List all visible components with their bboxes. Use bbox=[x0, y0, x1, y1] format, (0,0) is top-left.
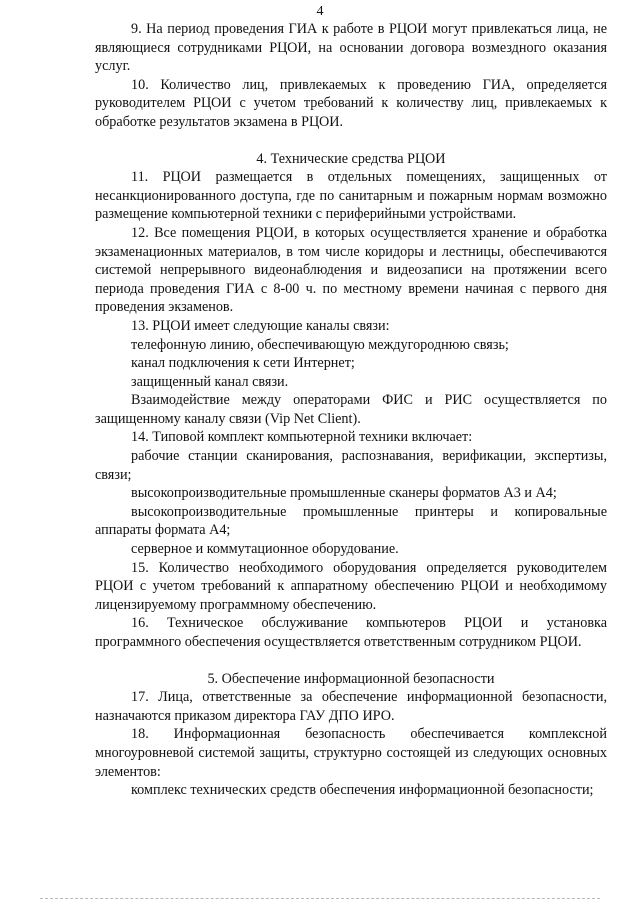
paragraph-11: 11. РЦОИ размещается в отдельных помещениях, защищенных от несанкционированного доступа, где по санитарным и пожарным нормам возможно размещение компьютерной техники с периферийными устройствами. bbox=[95, 169, 607, 223]
section-4-heading: 4. Технические средства РЦОИ bbox=[256, 150, 446, 167]
paragraph-12: 12. Все помещения РЦОИ, в которых осуществляется хранение и обработка экзаменационных материалов, в том числе коридоры и лестницы, обеспечиваются системой непрерывного видеонаблюдения и видеозаписи на протяжении всего периода проведения ГИА с 8-00 ч. по местному времени начиная с первого дня проведения экзаменов. bbox=[95, 224, 607, 316]
paragraph-10: 10. Количество лиц, привлекаемых к проведению ГИА, определяется руководителем РЦОИ с учетом требований к количеству лиц, привлекаемых к обработке результатов экзамена в РЦОИ. bbox=[95, 76, 607, 130]
paragraph-15: 15. Количество необходимого оборудования определяется руководителем РЦОИ с учетом требований к аппаратному обеспечению РЦОИ и необходимому лицензируемому программному обеспечению. bbox=[95, 559, 607, 613]
list-item: высокопроизводительные промышленные принтеры и копировальные аппараты формата А4; bbox=[95, 503, 607, 539]
list-item: канал подключения к сети Интернет; bbox=[131, 355, 355, 372]
scan-edge-line bbox=[40, 898, 600, 899]
paragraph-13-note: Взаимодействие между операторами ФИС и РИС осуществляется по защищенному каналу связи (Vip Net Client). bbox=[95, 392, 607, 427]
page-number: 4 bbox=[316, 4, 324, 19]
list-item: высокопроизводительные промышленные сканеры форматов А3 и А4; bbox=[131, 485, 557, 502]
list-item: комплекс технических средств обеспечения информационной безопасности; bbox=[131, 782, 594, 799]
document-body bbox=[95, 20, 607, 800]
paragraph-17: 17. Лица, ответственные за обеспечение информационной безопасности, назначаются приказом директора ГАУ ДПО ИРО. bbox=[95, 689, 607, 724]
section-5-heading: 5. Обеспечение информационной безопасности bbox=[207, 670, 495, 687]
list-item: телефонную линию, обеспечивающую междугороднюю связь; bbox=[131, 336, 509, 353]
list-item: серверное и коммутационное оборудование. bbox=[131, 541, 399, 558]
section-gap bbox=[95, 132, 607, 150]
paragraph-18: 18. Информационная безопасность обеспечивается комплексной многоуровневой системой защиты, структурно состоящей из следующих основных элементов: bbox=[95, 726, 607, 780]
paragraph-13: 13. РЦОИ имеет следующие каналы связи: bbox=[131, 317, 390, 334]
paragraph-16: 16. Техническое обслуживание компьютеров РЦОИ и установка программного обеспечения осуществляется ответственным сотрудником РЦОИ. bbox=[95, 615, 607, 650]
section-gap bbox=[95, 652, 607, 670]
paragraph-9: 9. На период проведения ГИА к работе в РЦОИ могут привлекаться лица, не являющиеся сотрудниками РЦОИ, на основании договора возмездного оказания услуг. bbox=[95, 21, 607, 75]
list-item: защищенный канал связи. bbox=[131, 373, 289, 390]
paragraph-14: 14. Типовой комплект компьютерной техники включает: bbox=[131, 429, 473, 446]
list-item: рабочие станции сканирования, распознавания, верификации, экспертизы, связи; bbox=[95, 448, 607, 483]
